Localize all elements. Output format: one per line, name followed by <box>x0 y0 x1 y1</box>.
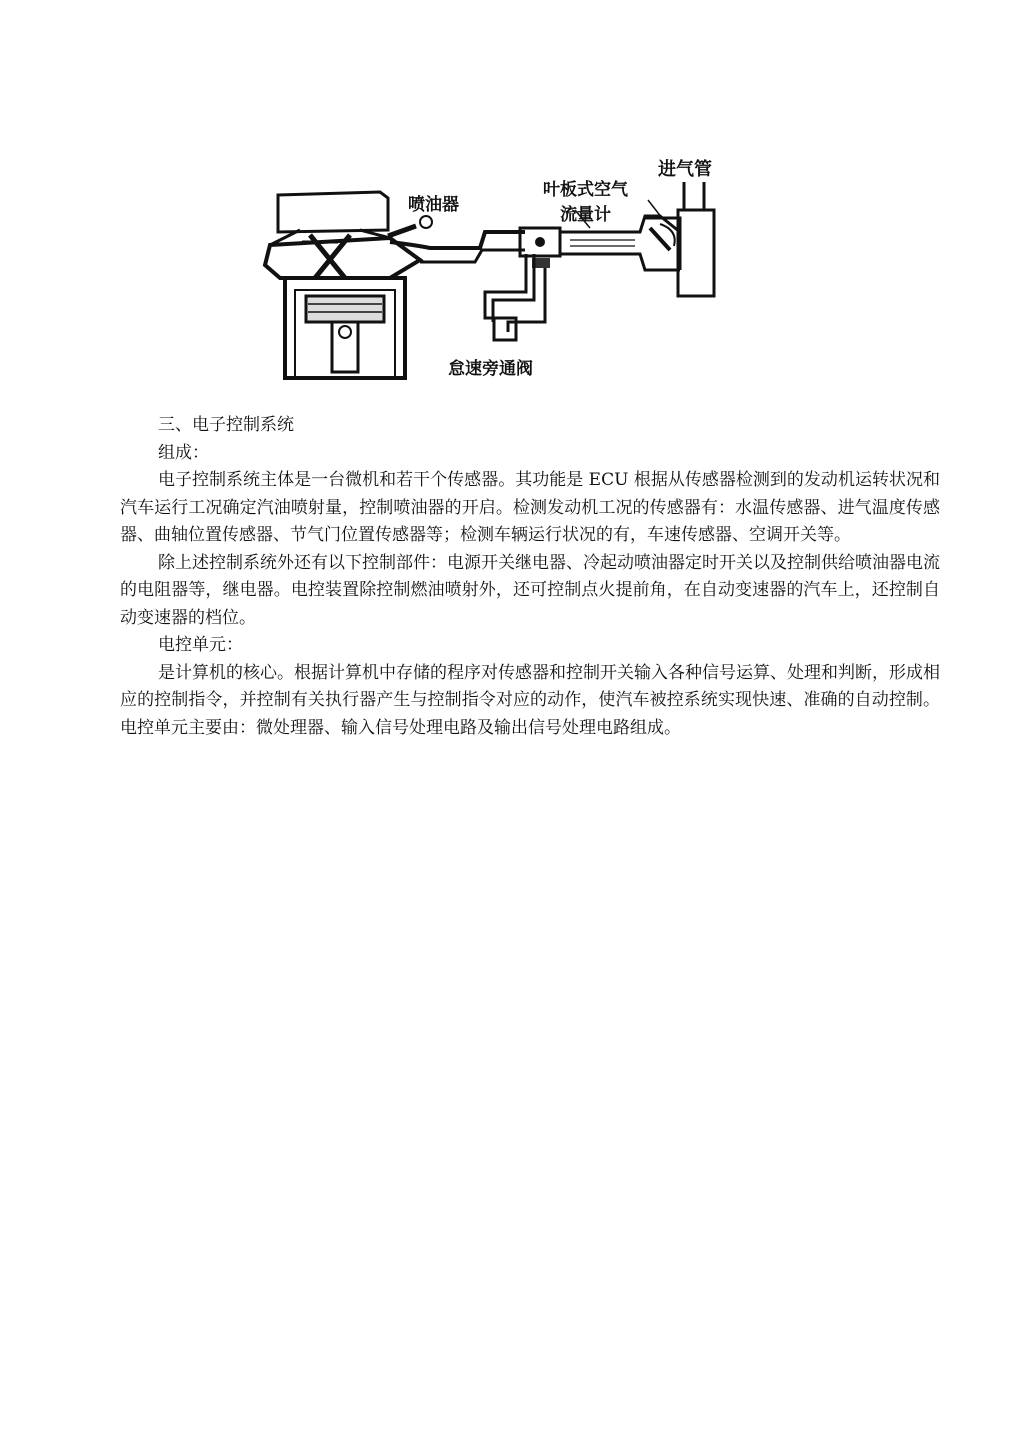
diagram-drawing <box>240 150 735 385</box>
fuel-injection-diagram <box>240 150 735 385</box>
paragraph-ecu-description: 是计算机的核心。根据计算机中存储的程序对传感器和控制开关输入各种信号运算、处理和判断，形成相应的控制指令，并控制有关执行器产生与控制指令对应的动作，使汽车被控系统实现快速、准确的自动控制。电控单元主要由：微处理器、输入信号处理电路及输出信号处理电路组成。 <box>120 662 940 738</box>
ecu-label: 电控单元： <box>158 635 243 655</box>
injector-label: 喷油器 <box>408 195 459 215</box>
section-heading: 三、电子控制系统 <box>158 415 294 435</box>
paragraph-system-overview: 电子控制系统主体是一台微机和若干个传感器。其功能是 ECU 根据从传感器检测到的发动机运转状况和汽车运行工况确定汽油喷射量，控制喷油器的开启。检测发动机工况的传感器有：水温传感器、进气温度传感器、曲轴位置传感器、节气门位置传感器等；检测车辆运行状况的有，车速传感器、空调开关等。 <box>120 470 940 545</box>
airflow-meter-label-line2: 流量计 <box>560 205 611 225</box>
body-text <box>120 412 940 742</box>
idle-bypass-valve-label: 怠速旁通阀 <box>448 359 533 379</box>
paragraph-other-components: 除上述控制系统外还有以下控制部件：电源开关继电器、冷起动喷油器定时开关以及控制供给喷油器电流的电阻器等，继电器。电控装置除控制燃油喷射外，还可控制点火提前角，在自动变速器的汽车上，还控制自动变速器的档位。 <box>120 552 940 628</box>
intake-pipe-label: 进气管 <box>658 159 712 180</box>
composition-label: 组成： <box>158 442 209 463</box>
airflow-meter-label-line1: 叶板式空气 <box>543 180 628 200</box>
